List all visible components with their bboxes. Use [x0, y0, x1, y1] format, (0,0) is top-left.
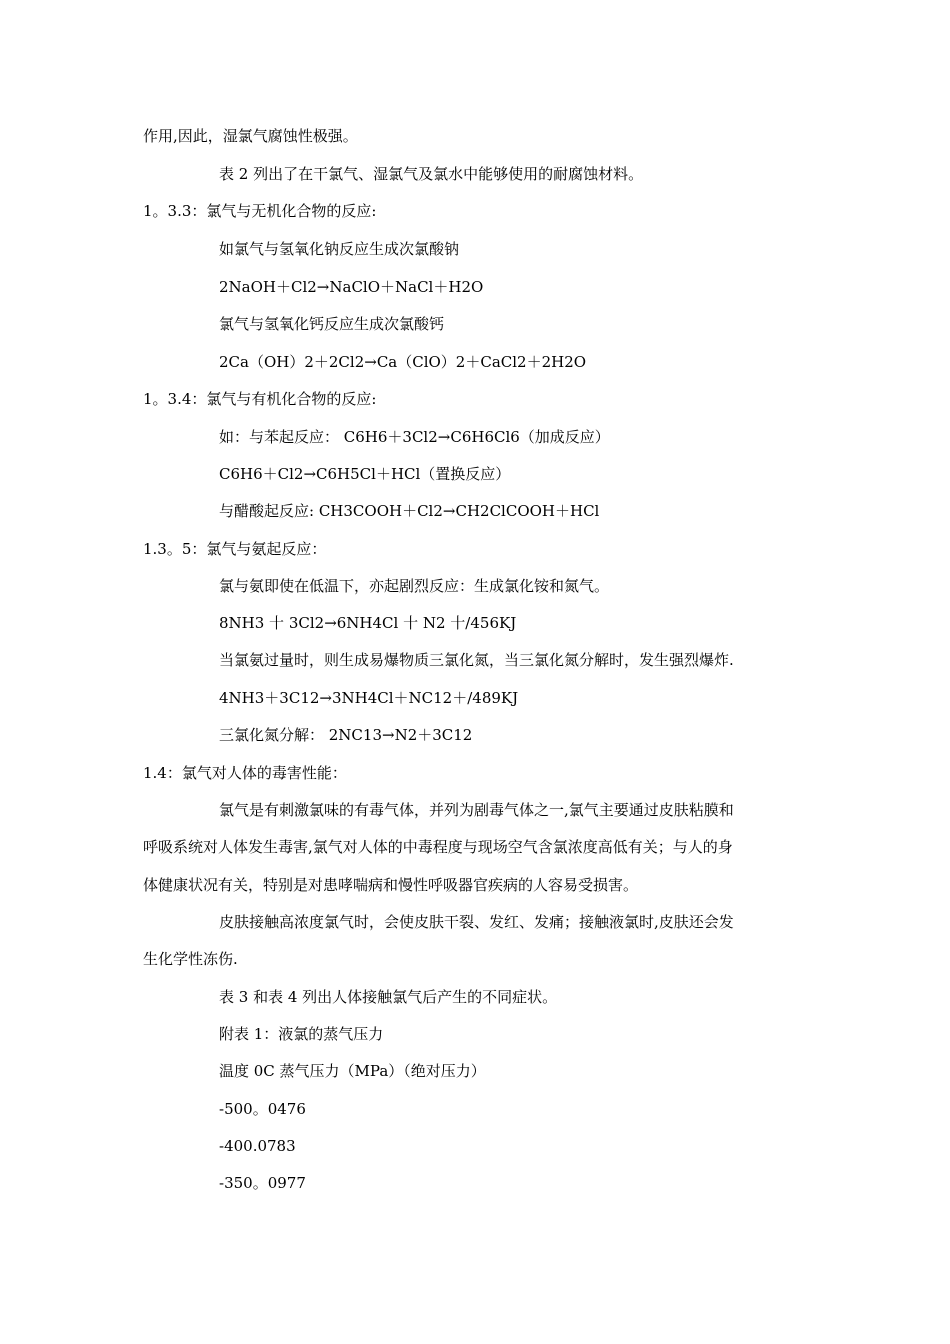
table-header: 温度 0C 蒸气压力（MPa）（绝对压力） [219, 1062, 486, 1080]
chemical-equation: C6H6＋Cl2→C6H5Cl＋HCl（置换反应） [219, 465, 511, 483]
chemical-equation: 2Ca（OH）2＋2Cl2→Ca（ClO）2＋CaCl2＋2H2O [219, 353, 587, 371]
table-row: -350。0977 [219, 1174, 306, 1192]
chemical-equation: 4NH3＋3C12→3NH4Cl＋NC12＋/489KJ [219, 689, 519, 707]
body-text-line: 当氯氨过量时，则生成易爆物质三氯化氮，当三氯化氮分解时，发生强烈爆炸. [219, 651, 734, 669]
body-text-line: 表 2 列出了在干氯气、湿氯气及氯水中能够使用的耐腐蚀材料。 [219, 165, 644, 183]
table-row: -400.0783 [219, 1137, 296, 1155]
chemical-equation: 8NH3 十 3Cl2→6NH4Cl 十 N2 十/456KJ [219, 614, 517, 632]
body-text-line: 呼吸系统对人体发生毒害,氯气对人体的中毒程度与现场空气含氯浓度高低有关；与人的身 [143, 838, 733, 856]
body-text-line: 氯与氨即使在低温下，亦起剧烈反应：生成氯化铵和氮气。 [219, 577, 610, 595]
chemical-equation: 2NaOH＋Cl2→NaClO＋NaCl＋H2O [219, 278, 484, 296]
body-text-line: 生化学性冻伤. [143, 950, 238, 968]
body-text-line: 如氯气与氢氧化钠反应生成次氯酸钠 [219, 240, 460, 258]
body-text-line: 表 3 和表 4 列出人体接触氯气后产生的不同症状。 [219, 988, 558, 1006]
chemical-equation: 如：与苯起反应： C6H6＋3Cl2→C6H6Cl6（加成反应） [219, 428, 610, 446]
body-text-line: 作用,因此，湿氯气腐蚀性极强。 [143, 127, 358, 145]
table-caption: 附表 1：液氯的蒸气压力 [219, 1025, 384, 1043]
body-text-line: 体健康状况有关，特别是对患哮喘病和慢性呼吸器官疾病的人容易受损害。 [143, 876, 639, 894]
body-text-line: 皮肤接触高浓度氯气时，会使皮肤干裂、发红、发痛；接触液氯时,皮肤还会发 [219, 913, 734, 931]
table-row: -500。0476 [219, 1100, 306, 1118]
chemical-equation: 三氯化氮分解： 2NC13→N2＋3C12 [219, 726, 473, 744]
section-heading: 1.4：氯气对人体的毒害性能： [143, 764, 347, 782]
body-text-line: 氯气与氢氧化钙反应生成次氯酸钙 [219, 315, 445, 333]
body-text-line: 氯气是有刺激氯味的有毒气体，并列为剧毒气体之一,氯气主要通过皮肤粘膜和 [219, 801, 734, 819]
chemical-equation: 与醋酸起反应: CH3COOH＋Cl2→CH2ClCOOH＋HCl [219, 502, 600, 520]
section-heading: 1。3.4：氯气与有机化合物的反应: [143, 390, 377, 408]
section-heading: 1。3.3：氯气与无机化合物的反应: [143, 202, 377, 220]
section-heading: 1.3。5：氯气与氨起反应： [143, 540, 327, 558]
